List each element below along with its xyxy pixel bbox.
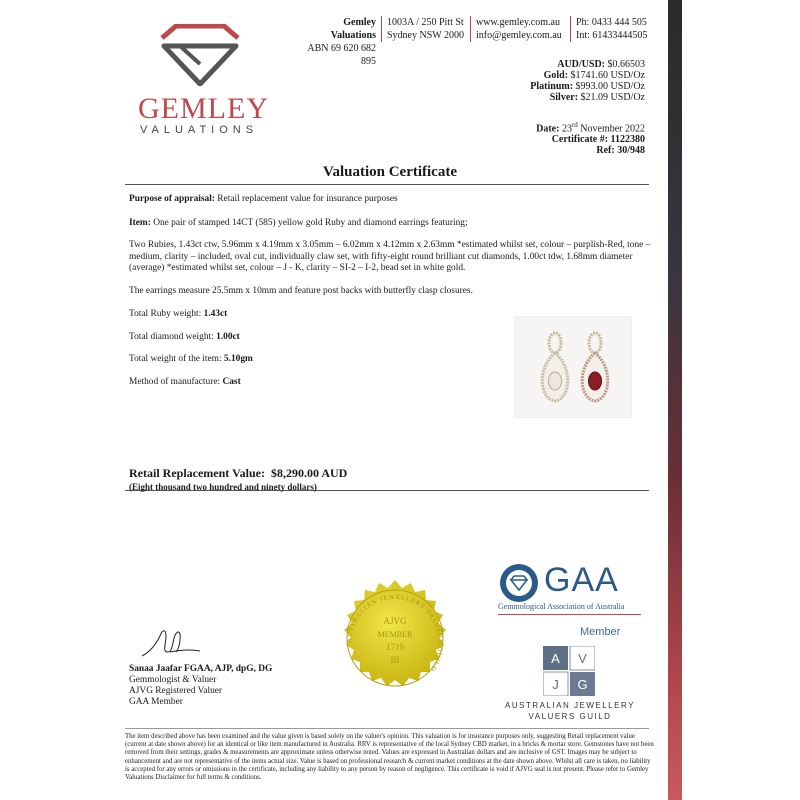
silver-label: Silver: [549,92,579,103]
ref-label: Ref: [596,145,615,157]
diamond-logo-icon [158,24,242,86]
intl-phone-number: Int: 61433444505 [576,30,648,41]
spec-label: Total weight of the item: [129,354,222,364]
purpose-line [129,194,654,206]
earrings-photo [514,316,632,418]
seal-line-4: III [390,655,400,665]
valuer-block [129,664,272,708]
seal-line-2: MEMBER [377,630,413,639]
platinum-label: Platinum: [530,81,574,92]
metal-rates [530,59,645,103]
date-suffix: rd [571,121,578,129]
aud-usd-label: AUD/USD: [557,59,605,70]
rrv-line [129,466,347,481]
page-title: Valuation Certificate [322,164,457,180]
cert-number: 1122380 [610,134,645,146]
valuer-role: AJVG Registered Valuer [129,686,223,696]
platinum-value: $993.00 USD/Oz [575,81,645,92]
brand-subtitle: VALUATIONS [140,124,259,136]
signature-image [130,622,210,662]
ajvg-name-line-2: VALUERS GUILD [528,712,612,721]
header-divider [381,16,382,42]
disclaimer-text: The item described above has been examined and the value given is based solely on the valuer's opinion. This valuation is for insurance purposes only, suggesting Retail replacement value (current at date shown above) for an identical or like item manufactured in Australia. RRV is representative of the local Sydney CBD market, in a bricks & mortar store. Gemstones have not been removed from their settings, grades & measurements are approximate unless otherwise noted. Values are expressed in Australian dollars and are inclusive of GST. Images may be subject to enhancement and are not representative of the items actual size. Value is based on professional research & current market conditions at the date shown above. Whilst all care is taken, no liability is accepted for any errors or omissions in the certificate, including any liability to any person by reason of negligence. This certificate is void if AJVG seal is not present. Please refer to Gemley Valuations Disclaimer for full terms & conditions. [125,733,654,782]
item-value: One pair of stamped 14CT (585) yellow gold Ruby and diamond earrings featuring; [153,218,468,228]
item-line [129,218,654,230]
brand-name: GEMLEY [138,92,269,125]
spec-value: 1.00ct [216,332,240,342]
seal-line-3: 1719 [386,642,404,652]
ajvg-letter: A [551,651,560,666]
phone-number: Ph: 0433 444 505 [576,17,647,28]
spec-label: Method of manufacture: [129,377,221,387]
spec-label: Total diamond weight: [129,332,214,342]
side-accent-bar [668,0,682,800]
aud-usd-value: $0.66503 [607,59,645,70]
spec-row [129,332,240,342]
valuer-role: Gemmologist & Valuer [129,675,217,685]
item-measurements: The earrings measure 25.5mm x 10mm and feature post backs with butterfly clasp closures. [129,286,473,296]
rrv-words: (Eight thousand two hundred and ninety dollars) [129,482,317,492]
ajvg-letter: V [578,651,587,666]
address-line-1: 1003A / 250 Pitt St [387,17,464,28]
earrings-image [515,317,631,417]
gaa-full-name: Gemmological Association of Australia [498,602,625,611]
date-day: 23 [561,123,572,135]
company-name: Gemley Valuations [330,17,376,41]
item-label: Item: [129,218,151,228]
header-divider [570,16,571,42]
address-line-2: Sydney NSW 2000 [387,30,465,41]
ajvg-letter: G [577,677,588,692]
ajvg-letter: J [552,677,559,692]
spec-label: Total Ruby weight: [129,309,202,319]
seal-line-1: AJVG [383,616,407,626]
date-month-year: November 2022 [580,123,645,135]
gaa-globe-icon [498,562,540,604]
spec-row [129,309,227,319]
ajvg-name [500,700,640,722]
ajvg-seal-icon [330,578,460,708]
gaa-abbr: GAA [544,561,619,599]
rrv-label: Retail Replacement Value: [129,466,265,480]
purpose-value: Retail replacement value for insurance purposes [217,194,398,204]
item-description: Two Rubies, 1.43ct ctw, 5.96mm x 4.19mm x 3.05mm – 6.02mm x 4.12mm x 2.63mm *estimated whilst set, colour – purplish-Red, tone – medium, clarity – included, oval cut, individually claw set, with fifty-eight round brilliant cut diamonds, 1.00ct tdw, 1.68mm diameter (average) *estimated whilst set, colour – J - K, clarity – SI-2 – I-2, bead set in white gold. [129,240,651,273]
gold-label: Gold: [543,70,569,81]
spec-value: 1.43ct [203,309,228,319]
gold-value: $1741.60 USD/Oz [570,70,645,81]
valuer-name: Sanaa Jaafar FGAA, AJP, dpG, DG [129,664,273,674]
title-divider [125,184,649,185]
header-company [298,16,376,68]
gaa-member-label: Member [580,626,621,638]
spec-row [129,354,253,364]
header-phone [576,16,647,42]
ajvg-name-line-1: AUSTRALIAN JEWELLERY [505,701,635,710]
header-address [387,16,464,42]
valuer-role: GAA Member [129,697,183,707]
header-divider [470,16,471,42]
certificate-meta [536,120,645,156]
spec-value: Cast [222,377,241,387]
spec-row [129,377,241,387]
ajvg-logo-icon [543,646,595,696]
footer-divider [125,728,649,729]
date-label: Date: [536,123,560,135]
spec-value: 5.10gm [223,354,253,364]
website-link[interactable]: www.gemley.com.au [476,17,560,28]
purpose-label: Purpose of appraisal: [129,194,215,204]
seal-ring-text: AUSTRALIAN JEWELLERY VALUERS GUILD [345,593,445,673]
gaa-divider [498,614,641,615]
rrv-value: $8,290.00 AUD [270,466,348,480]
email-link[interactable]: info@gemley.com.au [476,30,562,41]
company-abn: ABN 69 620 682 895 [307,43,376,67]
cert-label: Certificate #: [551,134,609,146]
header-web [476,16,562,42]
silver-value: $21.09 USD/Oz [580,92,645,103]
ref-number: 30/948 [617,145,645,157]
